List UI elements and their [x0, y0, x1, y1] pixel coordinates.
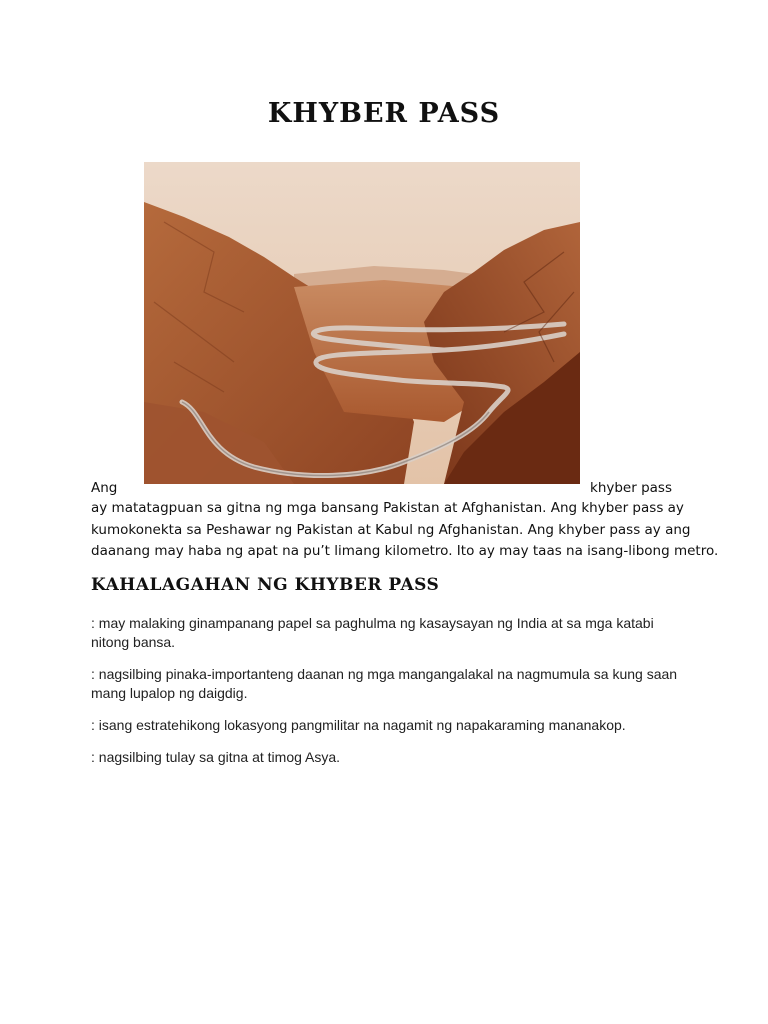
importance-list [91, 614, 681, 780]
page-title: KHYBER PASS [267, 98, 501, 129]
intro-paragraph [91, 498, 719, 563]
intro-line: ay matatagpuan sa gitna ng mga bansang Pakistan at Afghanistan. Ang khyber pass ay [91, 500, 684, 516]
section-heading: KAHALAGAHAN NG KHYBER PASS [91, 575, 440, 595]
khyber-pass-photo [144, 162, 580, 484]
importance-point: : nagsilbing tulay sa gitna at timog Asya. [91, 749, 341, 765]
importance-point: : may malaking ginampanang papel sa paghulma ng kasaysayan ng India at sa mga katabi nitong bansa. [91, 615, 654, 650]
mountain-road-photo-icon [144, 162, 580, 484]
intro-line: daanang may haba ng apat na pu’t limang kilometro. Ito ay may taas na isang-libong metro. [91, 543, 719, 559]
intro-line: kumokonekta sa Peshawar ng Pakistan at Kabul ng Afghanistan. Ang khyber pass ay ang [91, 521, 691, 538]
importance-point: : nagsilbing pinaka-importanteng daanan ng mga mangangalakal na nagmumula sa kung saan mang lupalop ng daigdig. [91, 666, 678, 701]
intro-lead-word: Ang [91, 480, 118, 496]
intro-trailing-words: khyber pass [590, 480, 672, 496]
importance-point: : isang estratehikong lokasyong pangmilitar na nagamit ng napakaraming mananakop. [91, 717, 626, 733]
